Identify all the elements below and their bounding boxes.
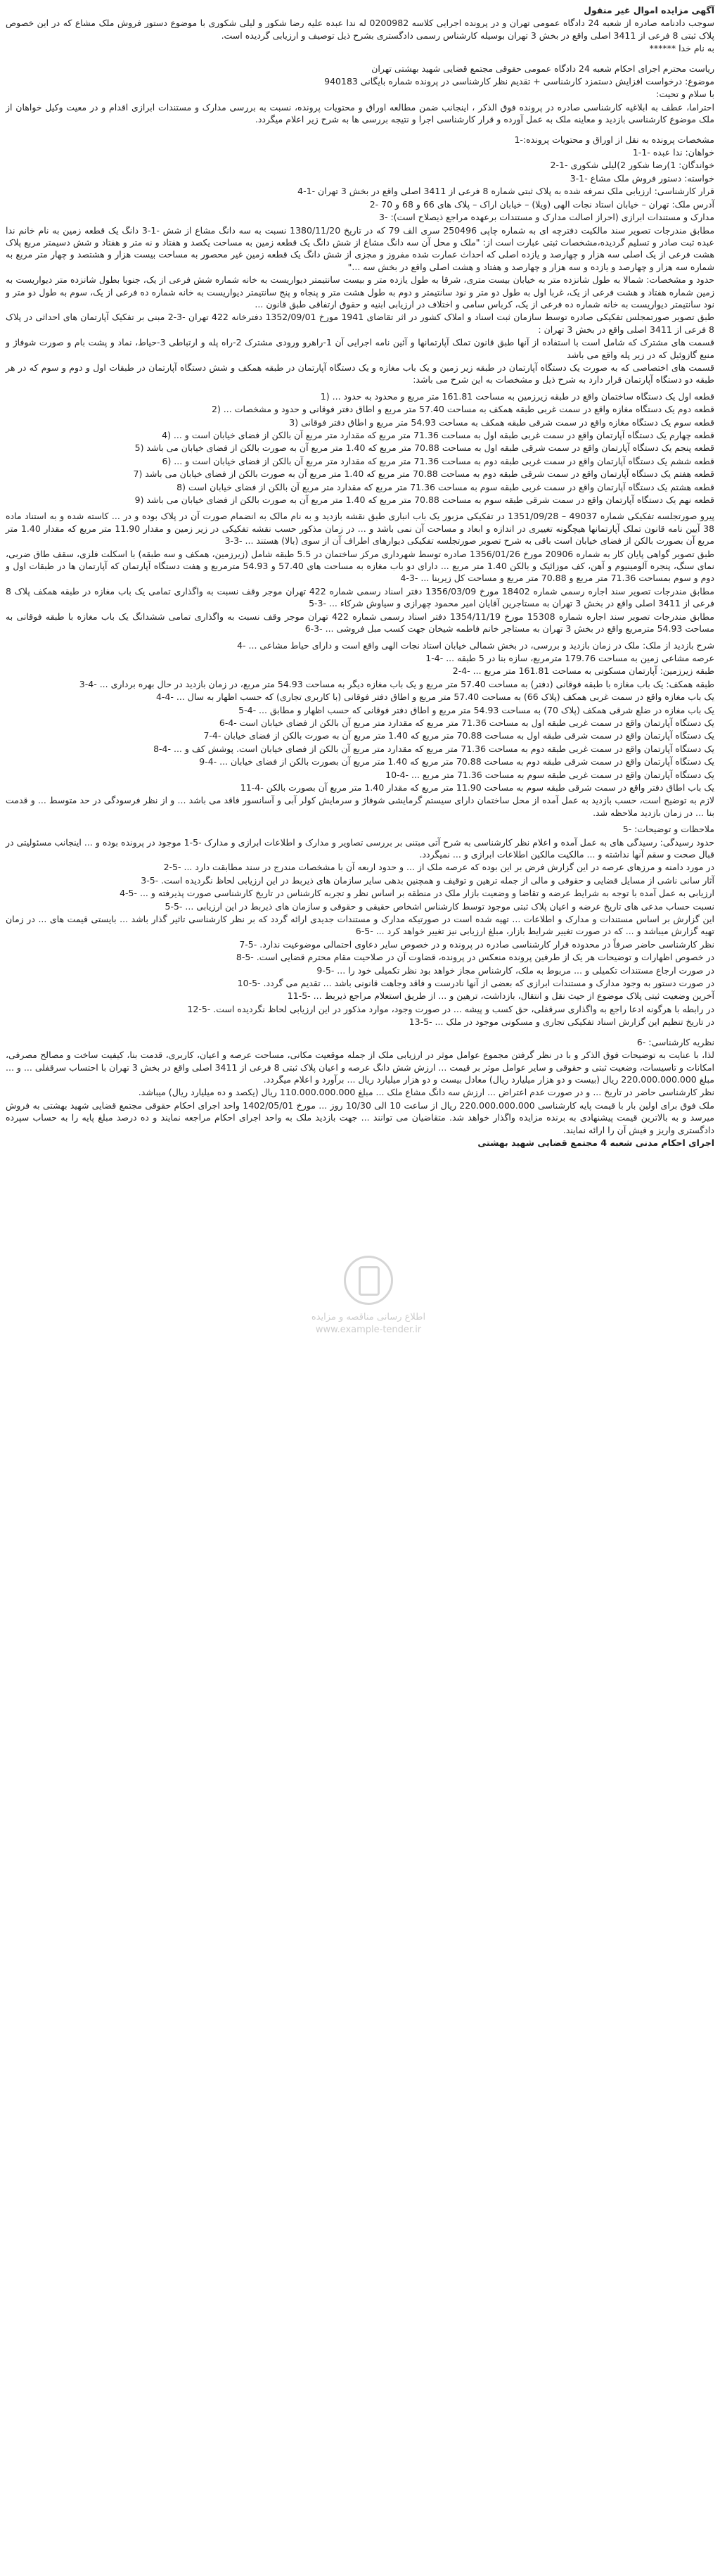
section-paragraph: در صورت دستور به وجود مدارک و مستندات ابرازی که بعضی از آنها نادرست و فاقد وجاهت قانونی باشد ... تقدیم می گردد. -5-10 (237, 978, 714, 989)
section-line: خواسته: دستور فروش ملک مشاع -1-3 (570, 172, 714, 184)
section-paragraph: عرصه مشاعی زمین به مساحت 179.76 مترمربع، سازه بنا در 5 طبقه ... -4-1 (425, 652, 714, 663)
site-watermark (263, 1256, 474, 1336)
letter-greeting: با سلام و تحیت: (656, 89, 714, 100)
section-paragraph: این گزارش بر اساس مستندات و مدارک و اطلاعات ... تهیه شده است در صورتیکه مدارک و مستندات جدیدی ارائه گردد که بر نظر کارشناسی تاثیر گذار باشد ... بایستی قیمت های ... در زمان تهیه گزارش میباشد و ... که در صورت تغییر شرایط بازار، مبلغ ارزیابی نیز تغییر خواهد کرد ... -5-6 (6, 914, 714, 937)
units-list (6, 390, 714, 506)
unit-item: قطعه پنجم یک دستگاه آپارتمان واقع در سمت شرقی طبقه اول به مساحت 70.88 متر مربع که 1.40 متر مربع آن به صورت بالکن از فضای خیابان می باشد (5 (134, 442, 714, 454)
section-3-continued (6, 510, 714, 635)
intro-block (6, 17, 714, 54)
section-paragraph: نظر کارشناسی حاضر در تاریخ ... و در صورت عدم اعتراض ... ارزش سه دانگ مشاع ملک ... مبلغ 110.000.000.000 ریال (یکصد و ده میلیارد ریال) میباشد. (138, 1087, 714, 1098)
section-line: مشخصات پرونده به نقل از اوراق و محتویات پرونده:-1 (514, 134, 714, 145)
section-paragraph: در تاریخ تنظیم این گزارش اسناد تفکیکی تجاری و مسکونی موجود در ملک ... -5-13 (409, 1016, 714, 1028)
section-paragraph: یک دستگاه آپارتمان واقع در سمت غربی طبقه دوم به مساحت 71.36 متر مربع که مقدارد متر مربع آن بالکن از فضای خیابان است. پوشش کف و ... -4-8 (153, 743, 714, 754)
section-paragraph: قسمت های اختصاصی که به صورت یک دستگاه آپارتمان در طبقه زیر زمین و یک باب مغازه و یک دستگاه آپارتمان در طبقه همکف و شش دستگاه آپارتمان در طبقات اول و دوم و سوم که در هر طبقه دو دستگاه آپارتمان قرار دارد به شرح ذیل و مشخصات به این شرح می باشد: (6, 362, 714, 385)
section-paragraph: یک دستگاه آپارتمان واقع در سمت شرقی طبقه اول به مساحت 70.88 متر مربع که 1.40 متر مربع آن به صورت بالکن از فضای خیابان -4-7 (203, 730, 714, 741)
section-paragraph: یک دستگاه آپارتمان واقع در سمت غربی طبقه اول به مساحت 71.36 متر مربع که مقدارد متر مربع آن بالکن از فضای خیابان است -4-6 (219, 717, 714, 728)
notice-title: آگهی مزایده اموال غیر منقول (584, 5, 714, 15)
section-3-documents (6, 224, 714, 386)
letter-subject: موضوع: درخواست افزایش دستمزد کارشناسی + تقدیم نظر کارشناسی در پرونده شماره بایگانی 940183 (324, 76, 714, 87)
section-paragraph: در صورت ارجاع مستندات تکمیلی و ... مربوط به ملک، کارشناس مجاز خواهد بود نظر تکمیلی خود را ... -5-9 (316, 964, 714, 976)
section-paragraph: شرح بازدید از ملک: ملک در زمان بازدید و بررسی، در بخش شمالی خیابان استاد نجات الهی واقع است و دارای حیاط مشاعی ... -4 (237, 639, 714, 651)
bismillah-line: به نام خدا ****** (649, 43, 714, 54)
section-5-notes (6, 823, 714, 1028)
section-paragraph: مطابق مندرجات تصویر سند اجاره رسمی شماره 18402 مورخ 1356/03/09 دفتر اسناد رسمی شماره 422 تهران موجر وقف نسبت به واگذاری تمامی یک باب مغازه در طبقه همکف پلاک 8 فرعی از 3411 اصلی واقع در بخش 3 تهران به مستاجرین آقایان امیر محمود چهرازی و سیاوش شرکاء ... -3-5 (6, 585, 714, 609)
unit-item: قطعه نهم یک دستگاه آپارتمان واقع در سمت شرقی طبقه سوم به مساحت 70.88 متر مربع که 1.40 متر مربع آن به صورت بالکن از فضای خیابان می باشد (9 (134, 495, 714, 506)
section-paragraph: طبقه زیرزمین: آپارتمان مسکونی به مساحت 161.81 متر مربع ... -4-2 (452, 665, 714, 677)
section-paragraph: قسمت های مشترک که شامل است با استفاده از آنها طبق قانون تملک آپارتمانها و آئین نامه اجرایی آن 1-راهرو ورودی مشترک 2-راه پله و ارتباطی 3-حیاط، نماد و پشت بام و صورت شوفاژ و منبع گازوئیل که در زیر پله واقع می باشد (6, 337, 714, 360)
section-paragraph: طبقه همکف: یک باب مغازه با طبقه فوقانی (دفتر) به مساحت 57.40 متر مربع و یک باب مغازه دیگر به مساحت 54.93 متر مربع، در زمان بازدید در حال بهره برداری ... -4-3 (79, 678, 714, 689)
unit-item: قطعه اول یک دستگاه ساختمان واقع در طبقه زیرزمین به مساحت 161.81 متر مربع و محدود به حدود ... (1 (320, 390, 714, 402)
section-paragraph: لذا، با عنایت به توضیحات فوق الذکر و با در نظر گرفتن مجموع عوامل موثر در ارزیابی ملک از جمله موقعیت مکانی، مساحت عرصه و اعیان، کاربری، قدمت بنا، کیفیت ساخت و مصالح مصرفی، امکانات و تاسیسات، وضعیت ثبتی و حقوقی و سایر عوامل موثر بر قیمت ... ارزش شش دانگ عرصه و اعیان پلاک ثبتی 8 فرعی از 3411 اصلی واقع در بخش 3 تهران با احتساب سرقفلی ... و ... مبلغ 220.000.000.000 ریال (بیست و دو هزار میلیارد ریال) معادل بیست و دو هزار میلیارد ریال ... برآورد و اعلام میگردد. (6, 1050, 714, 1085)
section-paragraph: طبق تصویر گواهی پایان کار به شماره 20906 مورخ 1356/01/26 صادره توسط شهرداری مرکز ساختمان در 5.5 طبقه شامل (زیرزمین، همکف و سه طبقه) با اسکلت فلزی، سقف طاق ضربی، نمای سنگ، پنجره آلومینیوم و آهن، کف موزائیک و بالکن 1.40 متر مربع ... دارای دو باب مغازه به مساحت های 57.40 و 54.93 مترمربع و هفت دستگاه آپارتمان که آپارتمان ها در طبقات اول و دوم و سوم بمساحت 71.36 متر مربع و 70.88 متر مربع و مساحت کل زیربنا ... -3-4 (6, 548, 715, 584)
section-paragraph: یک دستگاه آپارتمان واقع در سمت شرقی طبقه دوم به مساحت 70.88 متر مربع که 1.40 متر مربع آن بصورت بالکن از فضای خیابان ... -4-9 (199, 756, 714, 767)
notice-header (6, 4, 714, 16)
section-paragraph: حدود رسیدگی: رسیدگی های به عمل آمده و اعلام نظر کارشناسی به شرح آتی مبتنی بر بررسی تصاویر و مدارک و اطلاعات ابرازی و مدارک -5-1 موجود در پرونده بوده و ... اینجانب مسئولیتی در قبال صحت و سقم آنها نداشته و ... مالکیت مالکین اطلاعات ابرازی و ... نمیگردد. (6, 836, 715, 860)
section-paragraph: ملک فوق برای اولین بار با قیمت پایه کارشناسی 220.000.000.000 ریال از ساعت 10 الی 10/30 روز ... مورخ 1402/05/01 واحد اجرای احکام حقوقی مجتمع قضایی شهید بهشتی به فروش میرسد و به بالاترین قیمت پیشنهادی به برنده مزایده واگذار خواهد شد. متقاضیان می توانند ... جهت بازدید ملک به واحد اجرای احکام مراجعه نمایند و ده درصد مبلغ پایه را به حساب سپرده دادگستری واریز و فیش آن را ارائه نمایند. (6, 1099, 714, 1135)
signature-line: اجرای احکام مدنی شعبه 4 مجتمع قضایی شهید بهشتی (477, 1137, 714, 1148)
section-paragraph: آخرین وضعیت ثبتی پلاک موضوع از حیث نقل و انتقال، بازداشت، ترهین و ... از طریق استعلام مراجع ذیربط ... -5-11 (287, 990, 714, 1002)
unit-item: قطعه ششم یک دستگاه آپارتمان واقع در سمت غربی طبقه دوم به مساحت 71.36 متر مربع که مقدارد متر مربع آن بالکن از فضای خیابان است و ... (6 (162, 455, 714, 466)
unit-item: قطعه هشتم یک دستگاه آپارتمان واقع در سمت غربی طبقه سوم به مساحت 71.36 متر مربع که مقدارد متر مربع آن بالکن از فضای خیابان است (8 (176, 481, 714, 492)
unit-item: قطعه سوم یک دستگاه مغازه واقع در سمت شرقی طبقه همکف به مساحت 54.93 متر مربع و اطاق دفتر فوقانی (3 (289, 416, 714, 428)
section-paragraph: یک باب اطاق دفتر واقع در سمت شرقی طبقه سوم به مساحت 11.90 متر مربع که مقدار 1.40 متر مربع آن بصورت بالکن -4-11 (240, 782, 714, 793)
section-paragraph: طبق تصویر صورتمجلس تفکیکی صادره توسط سازمان ثبت اسناد و املاک کشور در اثر تقاضای 1941 مورخ 1352/09/01 دفترخانه 422 تهران -3-2 مبنی بر تفکیک آپارتمان های احداثی در پلاک 8 فرعی از 3411 اصلی واقع در بخش 3 تهران : (6, 312, 714, 335)
section-line: خواهان: ندا عبده -1-1 (632, 147, 714, 158)
watermark-logo-icon (344, 1256, 393, 1305)
section-paragraph: مطابق مندرجات تصویر سند اجاره شماره 15308 مورخ 1354/11/19 دفتر اسناد رسمی شماره 422 تهران موجر وقف نسبت به واگذاری تمامی ششدانگ یک باب مغازه با طبقه فوقانی به مساحت 54.93 مترمربع واقع در بخش 3 تهران به مستاجر خانم فاطمه شیخان جهت کسب مبل فروشی ... -3-6 (6, 611, 714, 635)
unit-item: قطعه دوم یک دستگاه مغازه واقع در سمت غربی طبقه همکف به مساحت 57.40 متر مربع و اطاق دفتر فوقانی و حدود و مشخصات ... (2 (211, 404, 714, 415)
section-1-case-details (6, 134, 714, 224)
section-paragraph: نظریه کارشناسی: -6 (636, 1036, 714, 1047)
section-6-expert-opinion (6, 1036, 714, 1149)
section-paragraph: ارزیابی به عمل آمده با توجه به شرایط عرضه و تقاضا و وضعیت بازار ملک در منطقه بر اساس نظر و تجربه کارشناس در تاریخ کارشناسی صورت پذیرفته و ... -5-4 (120, 888, 714, 899)
section-paragraph: در مورد دامنه و مرزهای عرصه در این گزارش فرض بر این بوده که عرصه ملک از ... و حدود اربعه آن با مشخصات مندرج در سند مطابقت دارد ... -5-2 (163, 862, 714, 873)
letter-addressee: ریاست محترم اجرای احکام شعبه 24 دادگاه عمومی حقوقی مجتمع قضایی شهید بهشتی تهران (371, 63, 714, 74)
section-line: آدرس ملک: تهران – خیابان استاد نجات الهی (ویلا) – خیابان اراک – پلاک های 66 و 68 و 70 -2 (369, 198, 714, 210)
unit-item: قطعه چهارم یک دستگاه آپارتمان واقع در سمت غربی طبقه اول به مساحت 71.36 متر مربع که مقدارد متر مربع آن بالکن از فضای خیابان است و ... (4 (162, 430, 714, 440)
section-paragraph: آثار سانی ناشی از مسایل قضایی و حقوقی و مالی از جمله ترهین و توقیف و همچنین بدهی سایر سازمان های ذیربط در این ارزیابی لحاظ نگردیده است. -5-3 (141, 874, 714, 886)
section-paragraph: نظر کارشناسی حاضر صرفاً در محدوده قرار کارشناسی صادره در پرونده و در خصوص سایر دعاوی احتمالی موضوعیت ندارد. -5-7 (239, 938, 714, 950)
section-paragraph: ملاحظات و توضیحات: -5 (622, 824, 714, 835)
section-paragraph: پیرو صورتجلسه تفکیکی شماره 49037 – 1351/09/28 در تفکیکی مزبور یک باب انباری طبق نقشه بازدید و به نام مالک به انضمام صورت آن در پلاک بوده و در ... کاسته شده و به استناد ماده 38 آیین نامه قانون تملک آپارتمانها هیچگونه تغییری در اندازه و ابعاد و مساحت آن نمی باشد و ... در زمان مذکور حسب نقشه تفکیکی در زیر زمین و مقدار 11.90 متر مربع که مقدار 1.40 متر مربع آن بصورت بالکن از فضای خیابان است باقی به شرح تصویر صورتجلسه تفکیکی دیوارهای اطراف آن از سوی (بالا) هستند ... -3-3 (6, 511, 715, 547)
section-paragraph: در رابطه با هرگونه ادعا راجع به واگذاری سرقفلی، حق کسب و پیشه ... در صورت وجود، موارد مذکور در این ارزیابی لحاظ نگردیده است. -5-12 (187, 1003, 714, 1014)
letter-block (6, 63, 714, 126)
section-paragraph: نسبت حساب مدعی های تاریخ عرضه و اعیان پلاک ثبتی موجود توسط کارشناس اشخاص حقیقی و حقوقی و سازمان های ذیربط در این ارزیابی ... -5-5 (165, 900, 714, 912)
intro-paragraph: سوجب دادنامه صادره از شعبه 24 دادگاه عمومی تهران و در پرونده اجرایی کلاسه 0200982 له ندا عبده علیه رضا شکور و لیلی شکوری با موضوع دستور فروش ملک مشاع که در این خصوص پلاک ثبتی 8 فرعی از 3411 اصلی واقع در بخش 3 تهران بوسیله کارشناس رسمی دادگستری بشرح ذیل توصیف و ارزیابی گردیده است. (6, 18, 714, 41)
letter-body: احتراما، عطف به ابلاغیه کارشناسی صادره در پرونده فوق الذکر ، اینجانب ضمن مطالعه اوراق و محتویات پرونده، نسبت به بررسی مدارک و مستندات ابرازی اقدام و در معیت وکیل خواهان از ملک موضوع کارشناسی بازدید و معاینه ملک به عمل آورده و قرار کارشناسی اجرا و نتیجه بررسی ها به شرح زیر اعلام میگردد. (6, 101, 714, 125)
watermark-text: اطلاع رسانی مناقصه و مزایده (311, 1312, 426, 1323)
watermark-url: www.example-tender.ir (315, 1324, 422, 1335)
section-paragraph: یک باب مغازه واقع در سمت غربی همکف (پلاک 66) به مساحت 57.40 متر مربع و اطاق دفتر فوقانی (با کاربری تجاری) که حسب اظهار به سال ... -4-4 (155, 691, 714, 703)
section-paragraph: مطابق مندرجات تصویر سند مالکیت دفترچه ای به شماره چاپی 250496 سری الف 79 که در تاریخ 1380/11/20 نسبت به سه دانگ مشاع از شش -1-3 دانگ یک قطعه زمین به نام خانم ندا عبده ثبت صادر و تسلیم گردیده،مشخصات ثبتی عبارت است از: "ملک و محل آن سه دانگ مشاع از شش دانگ یک قطعه زمین به مساحت یکصد و هفتاد و نه متر و هفتاد و شش دسیمتر مربع پلاک هشت فرعی از یک اصلی سه هزار و چهارصد و یازده اصلی که احداث عمارت شده مفروز و مجزی از شش دانگ یک قطعه زمین غیر محصور به مساحت بیست هزار و هشتصد و چهار متر مربع به شماره سه هزار و چهارصد و یازده و سه هزار و چهارصد و هفتاد و هشت اصلی واقع در بخش سه ..." (6, 224, 715, 272)
section-paragraph: یک دستگاه آپارتمان واقع در سمت غربی طبقه سوم به مساحت 71.36 متر مربع ... -4-10 (385, 769, 714, 780)
section-line: قرار کارشناسی: ارزیابی ملک نمرفه شده به پلاک ثبتی شماره 8 فرعی از 3411 اصلی واقع در بخش 3 تهران -1-4 (297, 186, 714, 197)
section-paragraph: لازم به توضیح است، حسب بازدید به عمل آمده از محل ساختمان دارای سیستم گرمایشی شوفاژ و سرمایش کولر آبی و آسانسور فاقد می باشد ... و از نظر فرسودگی در حد متوسط ... و قدمت بنا ... در زمان بازدید ملاحظه شد. (6, 795, 714, 818)
section-line: مدارک و مستندات ابرازی (احراز اصالت مدارک و مستندات برعهده مراجع ذیصلاح است): -3 (379, 212, 714, 223)
section-paragraph: حدود و مشخصات: شمالا به طول شانزده متر به خیابان بیست متری، شرقا به طول یازده متر و بیست سانتیمتر دیواریست به خانه شماره شش فرعی از یک، جنوبا بطول شانزده متر دیواریست به زمین شماره هفتاد و هشت فرعی از یک، غربا اول به طول دو متر و نود سانتیمتر و دوم به طول هشت متر و پنجاه و پنج سانتیمتر دیواریست به خانه شماره ده فرعی از یک، سوم به طول دو متر و نود سانتیمتر دیواریست به خانه شماره ده فرعی از یک، کرباس سامی و اختلاف در ارزیابی ابنیه و حقوق ارتفاقی طبق قانون ... (6, 274, 714, 310)
section-paragraph: در خصوص اظهارات و توضیحات هر یک از طرفین پرونده منعکس در پرونده، قضاوت آن در صلاحیت مقام محترم قضایی است. -5-8 (236, 952, 714, 963)
section-paragraph: یک باب مغازه در ضلع شرقی همکف (پلاک 70) به مساحت 54.93 متر مربع و اطاق دفتر فوقانی که حسب اظهار و مطابق ... -4-5 (238, 704, 714, 715)
section-4-inspection (6, 639, 714, 820)
unit-item: قطعه هفتم یک دستگاه آپارتمان واقع در سمت شرقی طبقه دوم به مساحت 70.88 متر مربع که 1.40 متر مربع آن به صورت بالکن از فضای خیابان می باشد (7 (133, 468, 714, 480)
section-line: خواندگان: 1)رضا شکور 2)لیلی شکوری -1-2 (550, 160, 714, 171)
